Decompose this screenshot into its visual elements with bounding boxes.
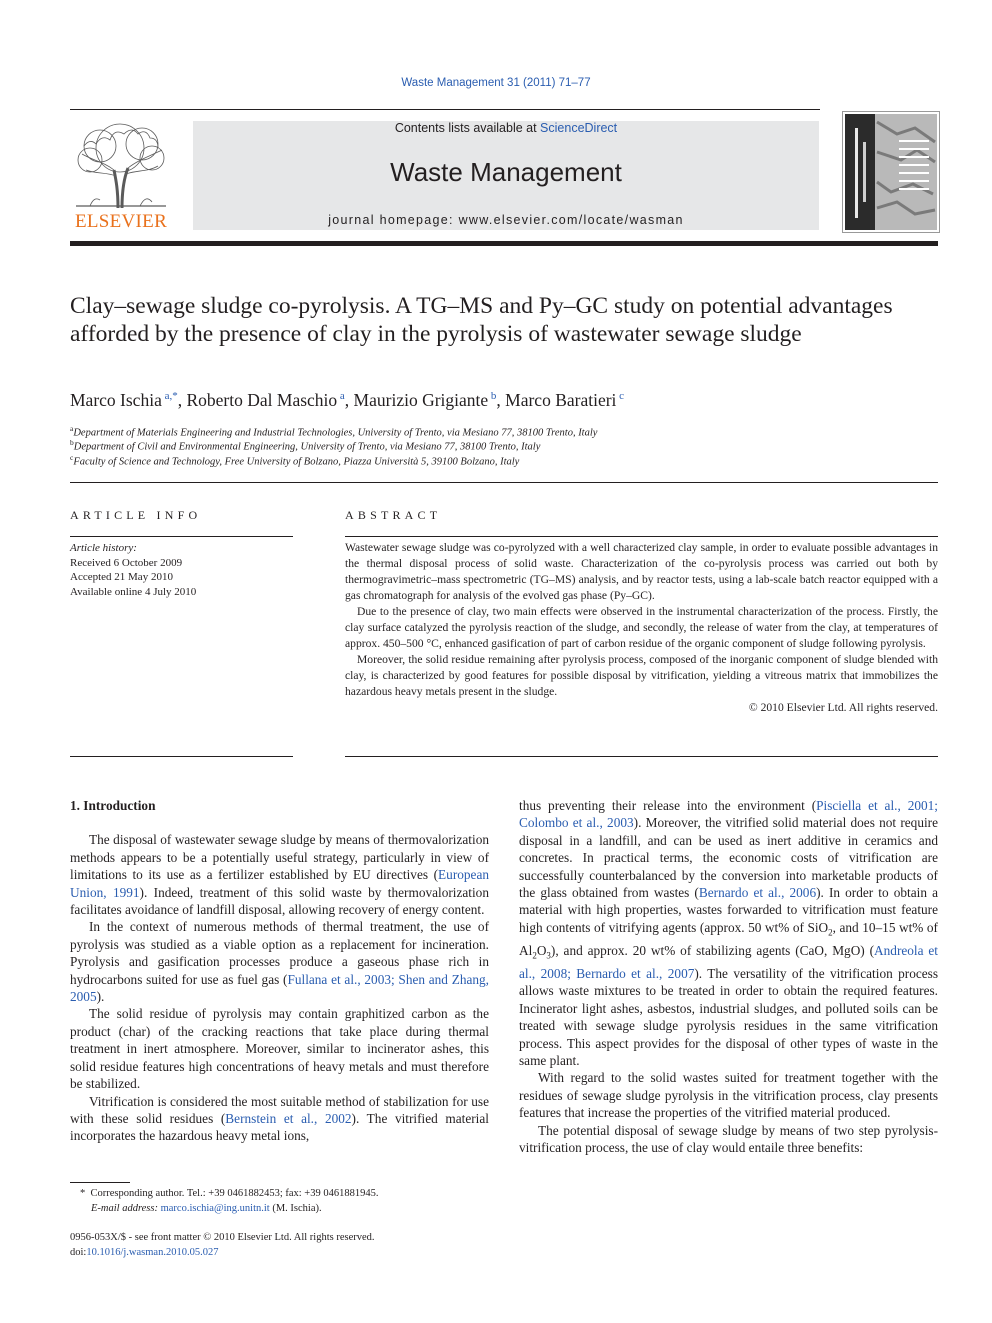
journal-homepage bbox=[193, 213, 819, 227]
subscript: 2 bbox=[532, 950, 537, 961]
journal-title: Waste Management bbox=[390, 157, 622, 187]
elsevier-logo bbox=[70, 120, 172, 232]
doi-line: doi:10.1016/j.wasman.2010.05.027 bbox=[70, 1246, 219, 1258]
doi-link[interactable]: 10.1016/j.wasman.2010.05.027 bbox=[86, 1246, 219, 1258]
elsevier-tree-icon bbox=[70, 120, 172, 212]
online-date: Available online 4 July 2010 bbox=[70, 585, 197, 598]
journal-cover-image bbox=[842, 111, 940, 233]
body-column-right bbox=[519, 797, 938, 1156]
author-affil-sup[interactable]: b bbox=[490, 390, 497, 403]
affiliation-label: a bbox=[70, 424, 74, 433]
body-paragraph: thus preventing their release into the environment (Pisciella et al., 2001; Colombo et al., 2003). Moreover, the vitrified solid material does not require disposal in a landfill, and can be used as inert additive in ceramics and concretes. In practical terms, the economic costs of vitrification are successfully counterbalanced by the conversion into marketable products of the glass obtained from wastes (Bernardo et al., 2006). In order to obtain a material with high properties, wastes forwarded to vitrification must feature high contents of vitrifying agents (approx. 50 wt% of SiO$_2$, and 10–15 wt% of $Al_2O_3$), and approx. 20 wt% of stabilizing agents (CaO, MgO) (Andreola et al., 2008; Bernardo et al., 2007). The versatility of the vitrification process allows waste mixtures to be treated in order to obtain the required features. Incinerator light ashes, asbestos, industrial sludges, and polluted soils can be treated with sewage sludge pyrolysis residues in the same vitrification process. This aspect provides for the disposal of other types of waste in the same plant. bbox=[519, 798, 939, 1068]
article-history bbox=[70, 541, 293, 599]
affiliation-label: c bbox=[70, 453, 74, 462]
abstract-body bbox=[345, 540, 938, 716]
citation-link[interactable]: European Union, 1991 bbox=[70, 867, 489, 900]
section-heading: 1. Introduction bbox=[70, 798, 156, 813]
affiliation-text: Department of Materials Engineering and Industrial Technologies, University of Trento, via Mesiano 77, 38100 Trento, Italy bbox=[73, 427, 598, 439]
abstract-bottom-rule bbox=[345, 756, 938, 757]
author-name[interactable]: Maurizio Grigiante bbox=[353, 390, 489, 410]
contents-prefix: Contents lists available at bbox=[394, 121, 541, 135]
footnote-rule bbox=[70, 1182, 130, 1183]
affiliation-rule bbox=[70, 482, 938, 483]
homepage-prefix: journal homepage: bbox=[328, 213, 459, 227]
journal-citation[interactable]: Waste Management 31 (2011) 71–77 bbox=[401, 77, 591, 89]
citation-link[interactable]: Bernstein et al., 2002 bbox=[225, 1110, 352, 1126]
citation-link[interactable]: Andreola et al., 2008; Bernardo et al., 2007 bbox=[519, 942, 938, 981]
affiliation bbox=[70, 453, 519, 468]
abstract-rule bbox=[345, 536, 938, 537]
author-affil-sup[interactable]: a,* bbox=[164, 390, 178, 403]
received-date: Received 6 October 2009 bbox=[70, 556, 183, 569]
article-title: Clay–sewage sludge co-pyrolysis. A TG–MS and Py–GC study on potential advantages afforded by the presence of clay in the pyrolysis of wastewater sewage sludge bbox=[70, 293, 893, 347]
affiliation-label: b bbox=[70, 438, 74, 447]
author-separator: , bbox=[344, 390, 354, 410]
homepage-url[interactable]: www.elsevier.com/locate/wasman bbox=[458, 213, 684, 227]
history-label: Article history: bbox=[70, 542, 137, 554]
citation-link[interactable]: Bernardo et al., 2006 bbox=[698, 885, 817, 901]
abstract-heading: ABSTRACT bbox=[345, 508, 442, 522]
citation-link[interactable]: Fullana et al., 2003; Shen and Zhang, 2005 bbox=[70, 971, 489, 1005]
front-matter-info bbox=[70, 1231, 489, 1260]
author-affil-sup[interactable]: a bbox=[339, 390, 345, 403]
author-list bbox=[70, 390, 930, 411]
header-top-rule bbox=[70, 109, 820, 110]
subscript: 2 bbox=[828, 927, 833, 938]
affiliation bbox=[70, 424, 597, 439]
footnote-mark: * bbox=[80, 1188, 86, 1199]
body-paragraph: Vitrification is considered the most suitable method of stabilization for use with these solid residues (Bernstein et al., 2002). The vitrified material incorporates the hazardous heavy metal ions, bbox=[70, 1093, 489, 1144]
email-link[interactable]: marco.ischia@ing.unitn.it bbox=[160, 1202, 270, 1214]
affiliation-text: Faculty of Science and Technology, Free University of Bolzano, Piazza Università 5, 39100 Bolzano, Italy bbox=[73, 456, 520, 468]
affiliation-text: Department of Civil and Environmental Engineering, University of Trento, via Mesiano 77, 38100 Trento, Italy bbox=[73, 441, 541, 453]
affiliation bbox=[70, 438, 540, 453]
author-name[interactable]: Roberto Dal Maschio bbox=[186, 390, 338, 410]
author-name[interactable]: Marco Baratieri bbox=[505, 390, 617, 410]
body-paragraph: The disposal of wastewater sewage sludge by means of thermovalorization methods appears to be a potentially useful strategy, particularly in view of limitations to its use as a fertilizer established by EU directives (European Union, 1991). Indeed, treatment of this solid waste by thermovalorization facilitates avoidance of landfill disposal, allowing recovery of energy content. bbox=[70, 832, 489, 918]
citation-link[interactable]: Pisciella et al., 2001; Colombo et al., 2003 bbox=[519, 798, 938, 831]
abstract-paragraph: Due to the presence of clay, two main effects were observed in the instrumental characterization of the process. Firstly, the clay surface catalyzed the pyrolysis reaction of the sludge, and secondly, the release of water from the clay, at temperatures of approx. 450–500 °C, enhanced gasification of part of carbon residue of the organic component of sludge following pyrolysis. bbox=[345, 605, 938, 650]
email-label: E-mail address: bbox=[91, 1202, 161, 1214]
subscript: 3 bbox=[546, 950, 551, 961]
sciencedirect-link[interactable]: ScienceDirect bbox=[540, 121, 618, 135]
issn-line: 0956-053X/$ - see front matter © 2010 Elsevier Ltd. All rights reserved. bbox=[70, 1232, 375, 1243]
contents-line bbox=[193, 121, 819, 135]
body-paragraph: The solid residue of pyrolysis may contain graphitized carbon as the product (char) of the cracking reactions that take place during thermal treatment in inert atmosphere. Moreover, similar to incinerator ashes, this solid residue features high concentrations of heavy metals and must therefore be stabilized. bbox=[70, 1006, 489, 1092]
footnote-line: * Corresponding author. Tel.: +39 0461882453; fax: +39 0461881945. bbox=[80, 1188, 379, 1199]
article-info-bottom-rule bbox=[70, 756, 293, 757]
author-separator: , bbox=[496, 390, 506, 410]
body-paragraph: In the context of numerous methods of thermal treatment, the use of pyrolysis was studied as a viable option as a replacement for incineration. Pyrolysis and gasification processes produce a gaseous phase rich in hydrocarbons suited for use as fuel gas (Fullana et al., 2003; Shen and Zhang, 2005). bbox=[70, 919, 489, 1005]
header-thick-rule bbox=[70, 241, 938, 246]
body-paragraph: With regard to the solid wastes suited for treatment together with the residues of sewage sludge pyrolysis in the vitrification process, clay presents features that increase the properties of the vitrified material produced. bbox=[519, 1070, 938, 1121]
abstract-paragraph: Wastewater sewage sludge was co-pyrolyzed with a well characterized clay sample, in order to evaluate possible advantages in the thermal disposal process of solid waste. Characterization of the co-pyrolysis process was carried out both by thermogravimetric–mass spectrometric (TG–MS) analysis, and by reactor tests, using a lab-scale batch reactor equipped with a gas chromatograph for analysis of the evolved gas phase (Py–GC). bbox=[345, 541, 938, 602]
body-column-left bbox=[70, 797, 489, 1145]
article-info-heading: ARTICLE INFO bbox=[70, 508, 202, 522]
elsevier-wordmark: ELSEVIER bbox=[74, 211, 168, 232]
body-paragraph: The potential disposal of sewage sludge by means of two step pyrolysis-vitrification process, the use of clay would entaile three benefits: bbox=[519, 1122, 938, 1156]
accepted-date: Accepted 21 May 2010 bbox=[70, 571, 173, 583]
corresponding-author-footnote bbox=[70, 1187, 489, 1216]
journal-banner bbox=[193, 121, 819, 230]
footnote-email-line: E-mail address: marco.ischia@ing.unitn.it (M. Ischia). bbox=[91, 1202, 322, 1214]
author-separator: , bbox=[177, 390, 187, 410]
author-name[interactable]: Marco Ischia bbox=[70, 390, 162, 410]
abstract-paragraph: Moreover, the solid residue remaining after pyrolysis process, composed of the inorganic component of sludge blended with clay, is characterized by good features for possible disposal by vitrification, yielding a vitreous matrix that immobilizes the hazardous heavy metals present in the sludge. bbox=[345, 653, 938, 698]
author-affil-sup[interactable]: c bbox=[619, 390, 625, 403]
article-info-rule bbox=[70, 536, 293, 537]
copyright-notice: © 2010 Elsevier Ltd. All rights reserved. bbox=[748, 701, 938, 714]
journal-cover-icon bbox=[843, 112, 939, 232]
